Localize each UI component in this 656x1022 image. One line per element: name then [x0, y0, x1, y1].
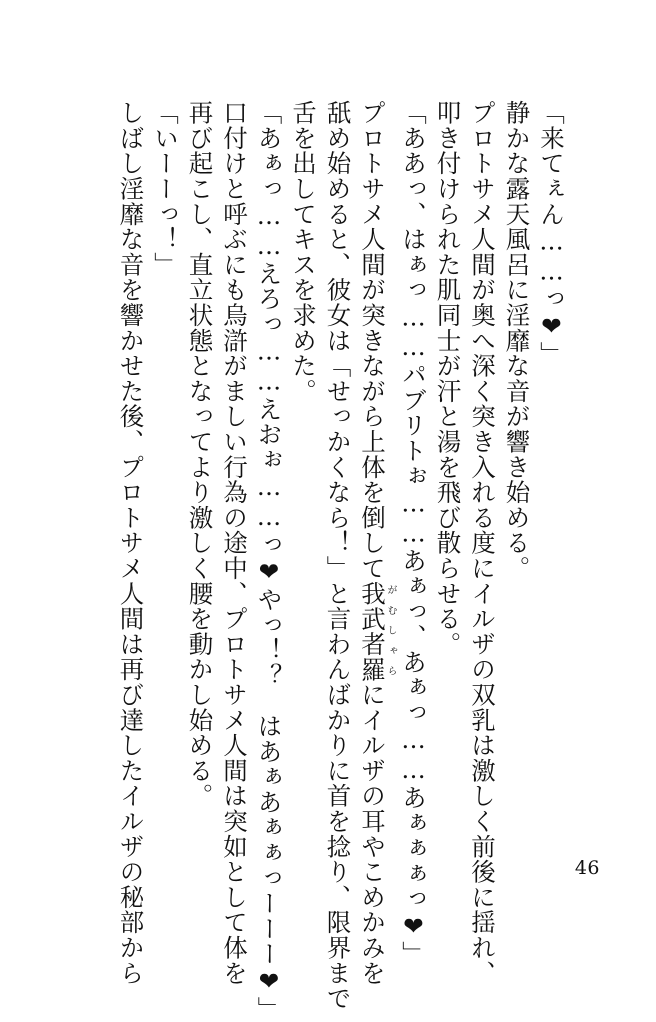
text-line: 口付けと呼ぶにも烏滸がましい行為の途中、プロトサメ人間は突如として体を — [220, 100, 249, 986]
text-line: 叩き付けられた肌同士が汗と湯を飛び散らせる。 — [433, 100, 463, 657]
line-tail: 」 — [537, 341, 566, 367]
heart-icon: ❤ — [254, 557, 284, 587]
text-line: 舌を出してキスを求めた。 — [289, 100, 318, 404]
text-line: 再び起こし、直立状態となってより激しく腰を動かし始める。 — [185, 100, 215, 809]
line-tail: にイルザの耳やこめかみを — [358, 681, 387, 986]
text-line: 舐め始めると、彼女は「せっかくなら！」と言わんばかりに首を捻り、限界まで — [323, 100, 353, 1011]
vertical-text-block — [113, 100, 568, 1022]
text-line: 静かな露天風呂に淫靡な音が響き始める。 — [502, 100, 532, 581]
page-number: 46 — [574, 857, 600, 879]
text-line — [355, 100, 396, 986]
line-text: 「あぁっ……えろっ……えおぉ……っ — [254, 100, 284, 558]
text-line: 「いーーっ！」 — [151, 100, 180, 278]
line-text: プロトサメ人間が突きながら上体を倒して — [358, 100, 387, 581]
text-line — [396, 100, 431, 967]
heart-icon: ❤ — [254, 966, 284, 997]
ruby-reading: がむしゃら — [385, 580, 396, 682]
ruby-annotation — [358, 580, 396, 682]
text-line — [534, 100, 569, 830]
line-middle: やっ！？ はあぁあぁぁっーーー — [254, 586, 284, 967]
text-line: しばし淫靡な音を響かせた後、プロトサメ人間は再び達したイルザの秘部から — [116, 100, 146, 986]
text-line: プロトサメ人間が奥へ深く突き入れる度にイルザの双乳は激しく前後に揺れ、 — [468, 100, 497, 986]
heart-icon: ❤ — [399, 911, 428, 942]
ruby-base: 我武者羅 — [358, 580, 387, 682]
line-tail: 」 — [399, 941, 428, 967]
line-text: 「ああっ、はぁっ……パブリトぉ……あぁっ、あぁっ……あぁぁぁっ — [399, 100, 428, 912]
heart-icon: ❤ — [537, 311, 566, 342]
line-text: 「来てぇん……っ — [537, 100, 566, 312]
text-line — [251, 100, 286, 1022]
line-tail: 」 — [254, 996, 284, 1022]
